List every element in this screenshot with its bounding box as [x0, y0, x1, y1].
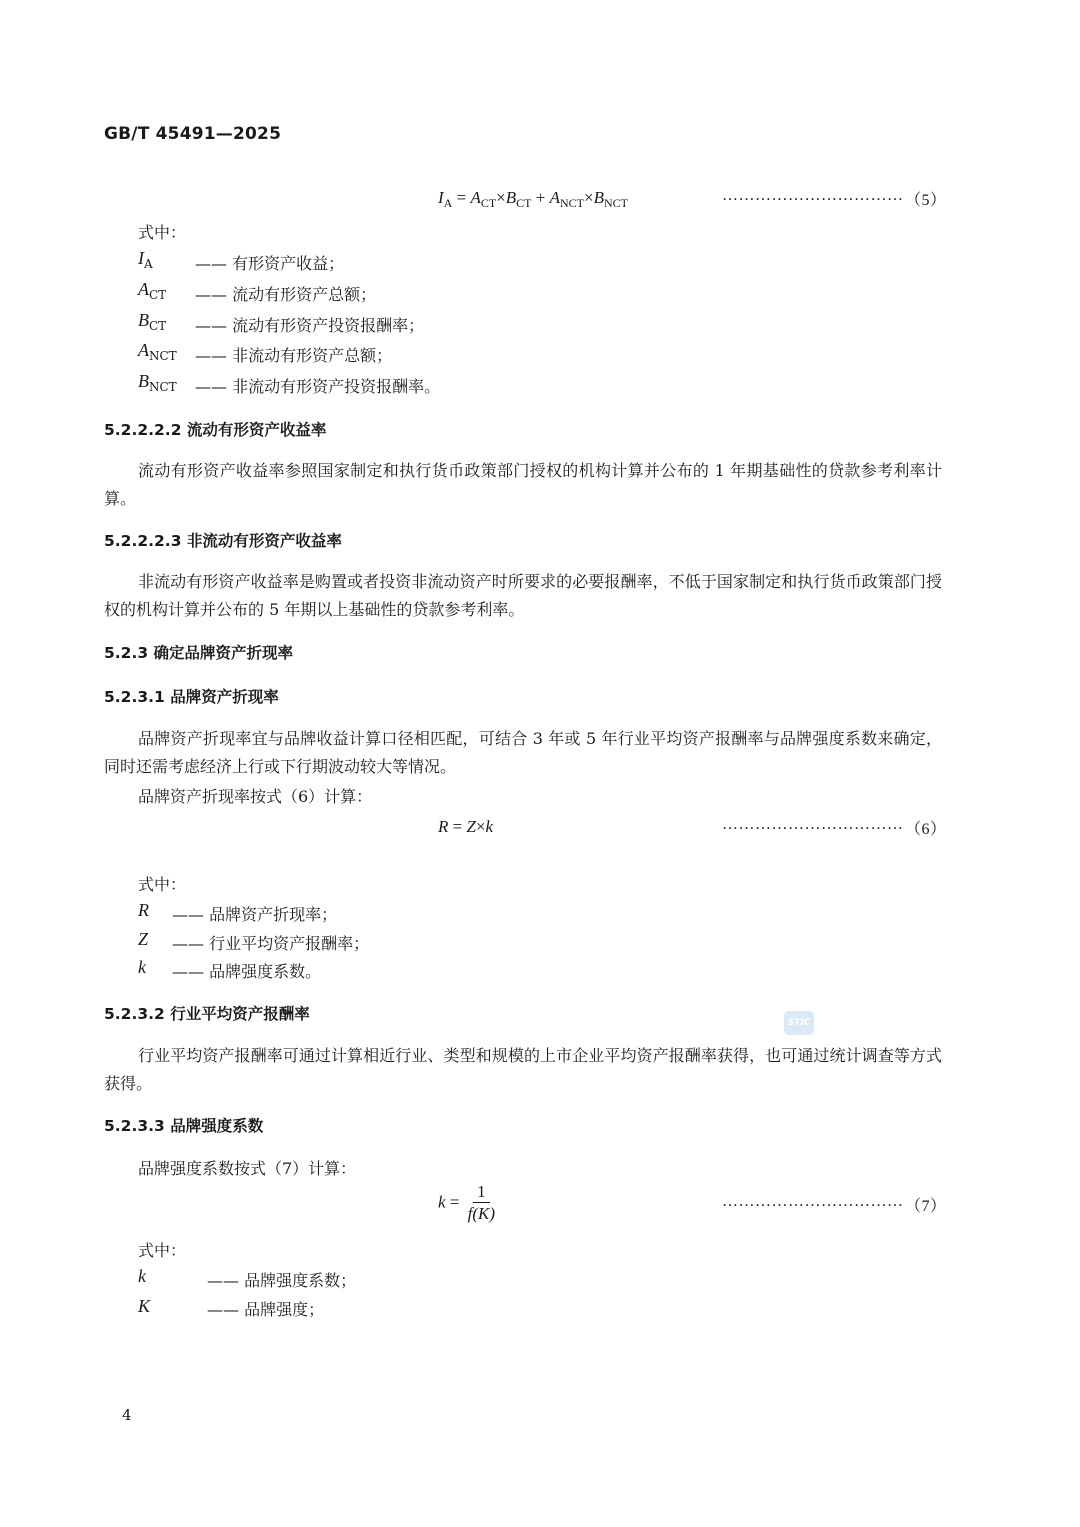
definition-symbol: k — [138, 957, 146, 977]
definition-text: —— 有形资产收益； — [195, 254, 345, 273]
equation-5-number: （5） — [905, 192, 947, 209]
section-heading-5-2-3-3: 5.2.3.3 品牌强度系数 — [104, 1117, 264, 1135]
page-number: 4 — [122, 1406, 132, 1424]
definition-text: —— 品牌强度系数； — [207, 1271, 357, 1290]
equation-6: R = Z×k — [438, 817, 494, 836]
where-label: 式中： — [138, 1241, 187, 1260]
formula-intro: 品牌强度系数按式（7）计算： — [138, 1159, 357, 1178]
definition-text: —— 非流动有形资产总额； — [195, 346, 393, 365]
definition-text: —— 品牌强度系数。 — [172, 962, 322, 981]
definition-text: —— 流动有形资产投资报酬率； — [195, 316, 425, 335]
equation-7-leader: …………………………… — [722, 1193, 904, 1210]
formula-intro: 品牌资产折现率按式（6）计算： — [138, 787, 373, 806]
section-heading-5-2-3-2: 5.2.3.2 行业平均资产报酬率 — [104, 1005, 310, 1023]
definition-symbol: k — [138, 1266, 146, 1286]
definition-row: $I_A$ — [138, 248, 153, 271]
paragraph: 行业平均资产报酬率可通过计算相近行业、类型和规模的上市企业平均资产报酬率获得，也可通过统计调查等方式获得。 — [104, 1046, 942, 1093]
definition-row: $B_{NCT}$ — [138, 371, 177, 394]
paragraph: 品牌资产折现率宜与品牌收益计算口径相匹配，可结合 3 年或 5 年行业平均资产报酬率与品牌强度系数来确定，同时还需考虑经济上行或下行期波动较大等情况。 — [104, 729, 942, 776]
equation-6-number: （6） — [905, 821, 947, 838]
definition-row: $A_{NCT}$ — [138, 340, 177, 363]
where-label: 式中： — [138, 223, 187, 242]
equation-6-leader: …………………………… — [722, 816, 904, 833]
equation-7: k = $\frac{1}{f(K)}$ — [438, 1182, 496, 1223]
equation-5: $I_A = A_{CT}\times B_{CT} + A_{NCT}\times B_{NCT}$ — [438, 188, 628, 210]
watermark-logo: STIC — [784, 1011, 814, 1035]
definition-text: —— 流动有形资产总额； — [195, 285, 377, 304]
definition-symbol: K — [138, 1296, 151, 1316]
paragraph: 流动有形资产收益率参照国家制定和执行货币政策部门授权的机构计算并公布的 1 年期基础性的贷款参考利率计算。 — [104, 461, 942, 508]
section-heading-5-2-2-2-3: 5.2.2.2.3 非流动有形资产收益率 — [104, 532, 342, 550]
fraction: $\frac{1}{f(K)}$ — [467, 1182, 496, 1223]
equation-7-number: （7） — [905, 1198, 947, 1215]
section-heading-5-2-3-1: 5.2.3.1 品牌资产折现率 — [104, 688, 279, 706]
section-heading-5-2-3: 5.2.3 确定品牌资产折现率 — [104, 644, 294, 662]
definition-text: —— 品牌强度； — [207, 1300, 325, 1319]
definition-row: $B_{CT}$ — [138, 310, 167, 333]
section-heading-5-2-2-2-2: 5.2.2.2.2 流动有形资产收益率 — [104, 421, 327, 439]
definition-row: $A_{CT}$ — [138, 279, 167, 302]
paragraph: 非流动有形资产收益率是购置或者投资非流动资产时所要求的必要报酬率，不低于国家制定和执行货币政策部门授权的机构计算并公布的 5 年期以上基础性的贷款参考利率。 — [104, 572, 942, 619]
document-id: GB/T 45491—2025 — [104, 124, 282, 144]
definition-symbol: R — [138, 900, 149, 920]
definition-text: —— 行业平均资产报酬率； — [172, 934, 370, 953]
definition-symbol: Z — [138, 929, 149, 949]
equation-5-leader: …………………………… — [722, 187, 904, 204]
where-label: 式中： — [138, 875, 187, 894]
definition-text: —— 品牌资产折现率； — [172, 905, 338, 924]
definition-text: —— 非流动有形资产投资报酬率。 — [195, 377, 441, 396]
